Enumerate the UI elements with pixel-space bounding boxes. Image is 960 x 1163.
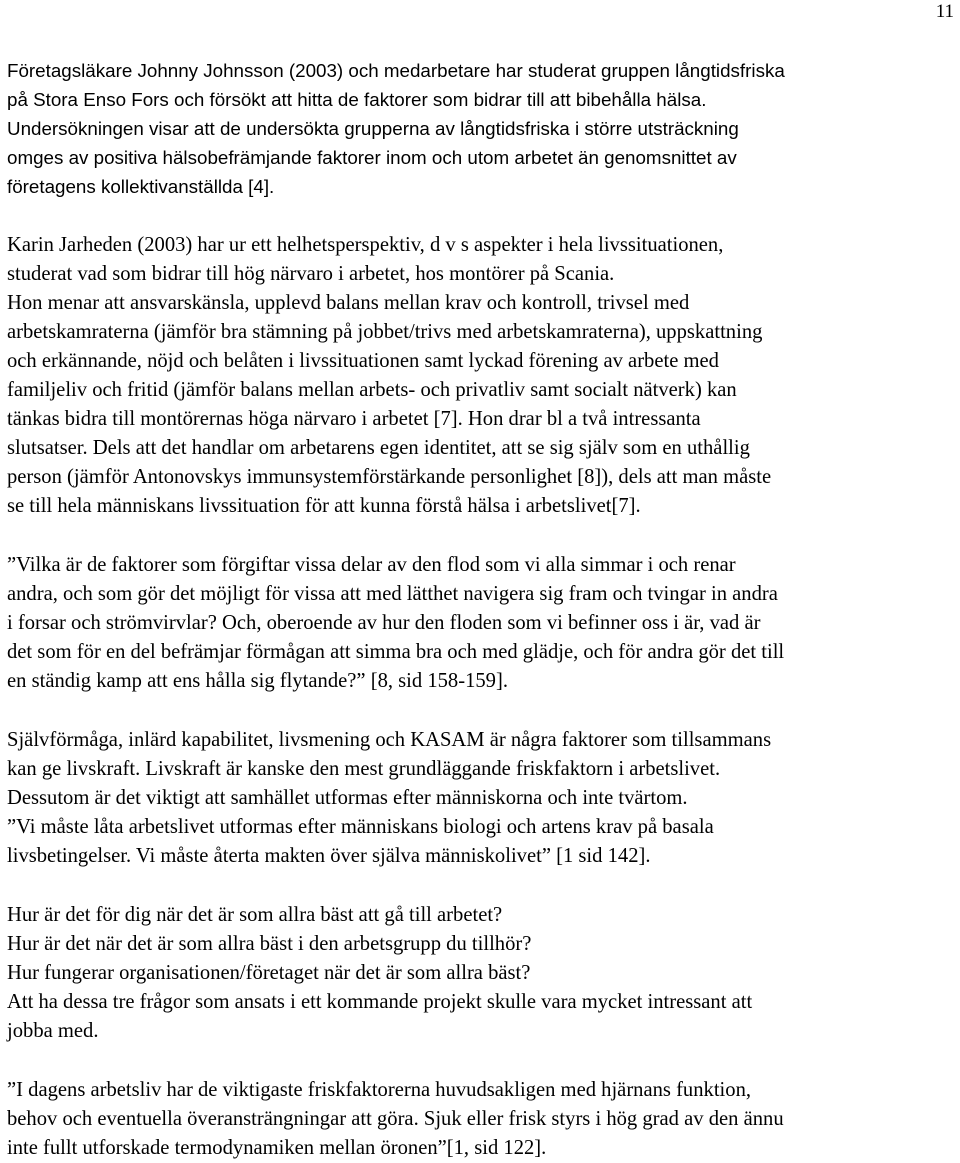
- text-line: jobba med.: [7, 1020, 99, 1042]
- paragraph-brain-quote: [7, 1076, 955, 1163]
- text-line: Hur är det när det är som allra bäst i den arbetsgrupp du tillhör?: [7, 933, 532, 955]
- text-line: Undersökningen visar att de undersökta grupperna av långtidsfriska i större utsträckning: [7, 118, 739, 139]
- paragraph-livskraft: [7, 726, 955, 871]
- text-line: och erkännande, nöjd och belåten i livssituationen samt lyckad förening av arbete med: [7, 350, 719, 372]
- text-line: se till hela människans livssituation för att kunna förstå hälsa i arbetslivet[7].: [7, 495, 641, 517]
- text-line: Företagsläkare Johnny Johnsson (2003) och medarbetare har studerat gruppen långtidsfriska: [7, 60, 785, 81]
- text-line: Hur är det för dig när det är som allra bäst att gå till arbetet?: [7, 904, 503, 926]
- text-line: Självförmåga, inlärd kapabilitet, livsmening och KASAM är några faktorer som tillsammans: [7, 729, 772, 751]
- text-line: tänkas bidra till montörernas höga närvaro i arbetet [7]. Hon drar bl a två intressanta: [7, 408, 701, 430]
- text-line: omges av positiva hälsobefrämjande faktorer inom och utom arbetet än genomsnittet av: [7, 147, 737, 168]
- paragraph-spacer: [7, 871, 955, 901]
- text-line: Att ha dessa tre frågor som ansats i ett kommande projekt skulle vara mycket intressant att: [7, 991, 753, 1013]
- text-line: inte fullt utforskade termodynamiken mellan öronen”[1, sid 122].: [7, 1137, 547, 1159]
- text-line: ”Vilka är de faktorer som förgiftar vissa delar av den flod som vi alla simmar i och renar: [7, 554, 736, 576]
- paragraph-questions: [7, 901, 955, 1046]
- text-line: Hon menar att ansvarskänsla, upplevd balans mellan krav och kontroll, trivsel med: [7, 292, 690, 314]
- text-line: företagens kollektivanställda [4].: [7, 176, 275, 197]
- text-line: studerat vad som bidrar till hög närvaro i arbetet, hos montörer på Scania.: [7, 263, 615, 285]
- text-line: livsbetingelser. Vi måste återta makten över själva människolivet” [1 sid 142].: [7, 845, 651, 867]
- text-line: Dessutom är det viktigt att samhället utformas efter människorna och inte tvärtom.: [7, 787, 688, 809]
- text-line: en ständig kamp att ens hålla sig flytande?” [8, sid 158-159].: [7, 670, 508, 692]
- text-line: arbetskamraterna (jämför bra stämning på jobbet/trivs med arbetskamraterna), uppskattning: [7, 321, 763, 343]
- paragraph-spacer: [7, 1046, 955, 1076]
- text-line: person (jämför Antonovskys immunsystemförstärkande personlighet [8]), dels att man måste: [7, 466, 772, 488]
- text-line: det som för en del befrämjar förmågan att simma bra och med glädje, och för andra gör det till: [7, 641, 785, 663]
- paragraph-jarheden-study: [7, 231, 955, 521]
- paragraph-spacer: [7, 201, 955, 231]
- paragraph-johnsson-study: [7, 56, 955, 201]
- text-line: ”I dagens arbetsliv har de viktigaste friskfaktorerna huvudsakligen med hjärnans funktion,: [7, 1079, 752, 1101]
- paragraph-antonovsky-quote: [7, 551, 955, 696]
- text-line: i forsar och strömvirvlar? Och, oberoende av hur den floden som vi befinner oss i är, vad är: [7, 612, 761, 634]
- text-line: Karin Jarheden (2003) har ur ett helhetsperspektiv, d v s aspekter i hela livssituationen,: [7, 234, 724, 256]
- text-line: på Stora Enso Fors och försökt att hitta de faktorer som bidrar till att bibehålla hälsa.: [7, 89, 707, 110]
- text-line: familjeliv och fritid (jämför balans mellan arbets- och privatliv samt socialt nätverk) kan: [7, 379, 737, 401]
- text-line: ”Vi måste låta arbetslivet utformas efter människans biologi och artens krav på basala: [7, 816, 714, 838]
- document-body: [7, 56, 955, 1163]
- text-line: andra, och som gör det möjligt för vissa att med lätthet navigera sig fram och tvingar in andra: [7, 583, 778, 605]
- text-line: slutsatser. Dels att det handlar om arbetarens egen identitet, att se sig själv som en uthållig: [7, 437, 750, 459]
- paragraph-spacer: [7, 696, 955, 726]
- text-line: kan ge livskraft. Livskraft är kanske den mest grundläggande friskfaktorn i arbetslivet.: [7, 758, 721, 780]
- paragraph-spacer: [7, 521, 955, 551]
- text-line: Hur fungerar organisationen/företaget när det är som allra bäst?: [7, 962, 531, 984]
- text-line: behov och eventuella överansträngningar att göra. Sjuk eller frisk styrs i hög grad av den ännu: [7, 1108, 784, 1130]
- page-number: 11: [935, 1, 954, 22]
